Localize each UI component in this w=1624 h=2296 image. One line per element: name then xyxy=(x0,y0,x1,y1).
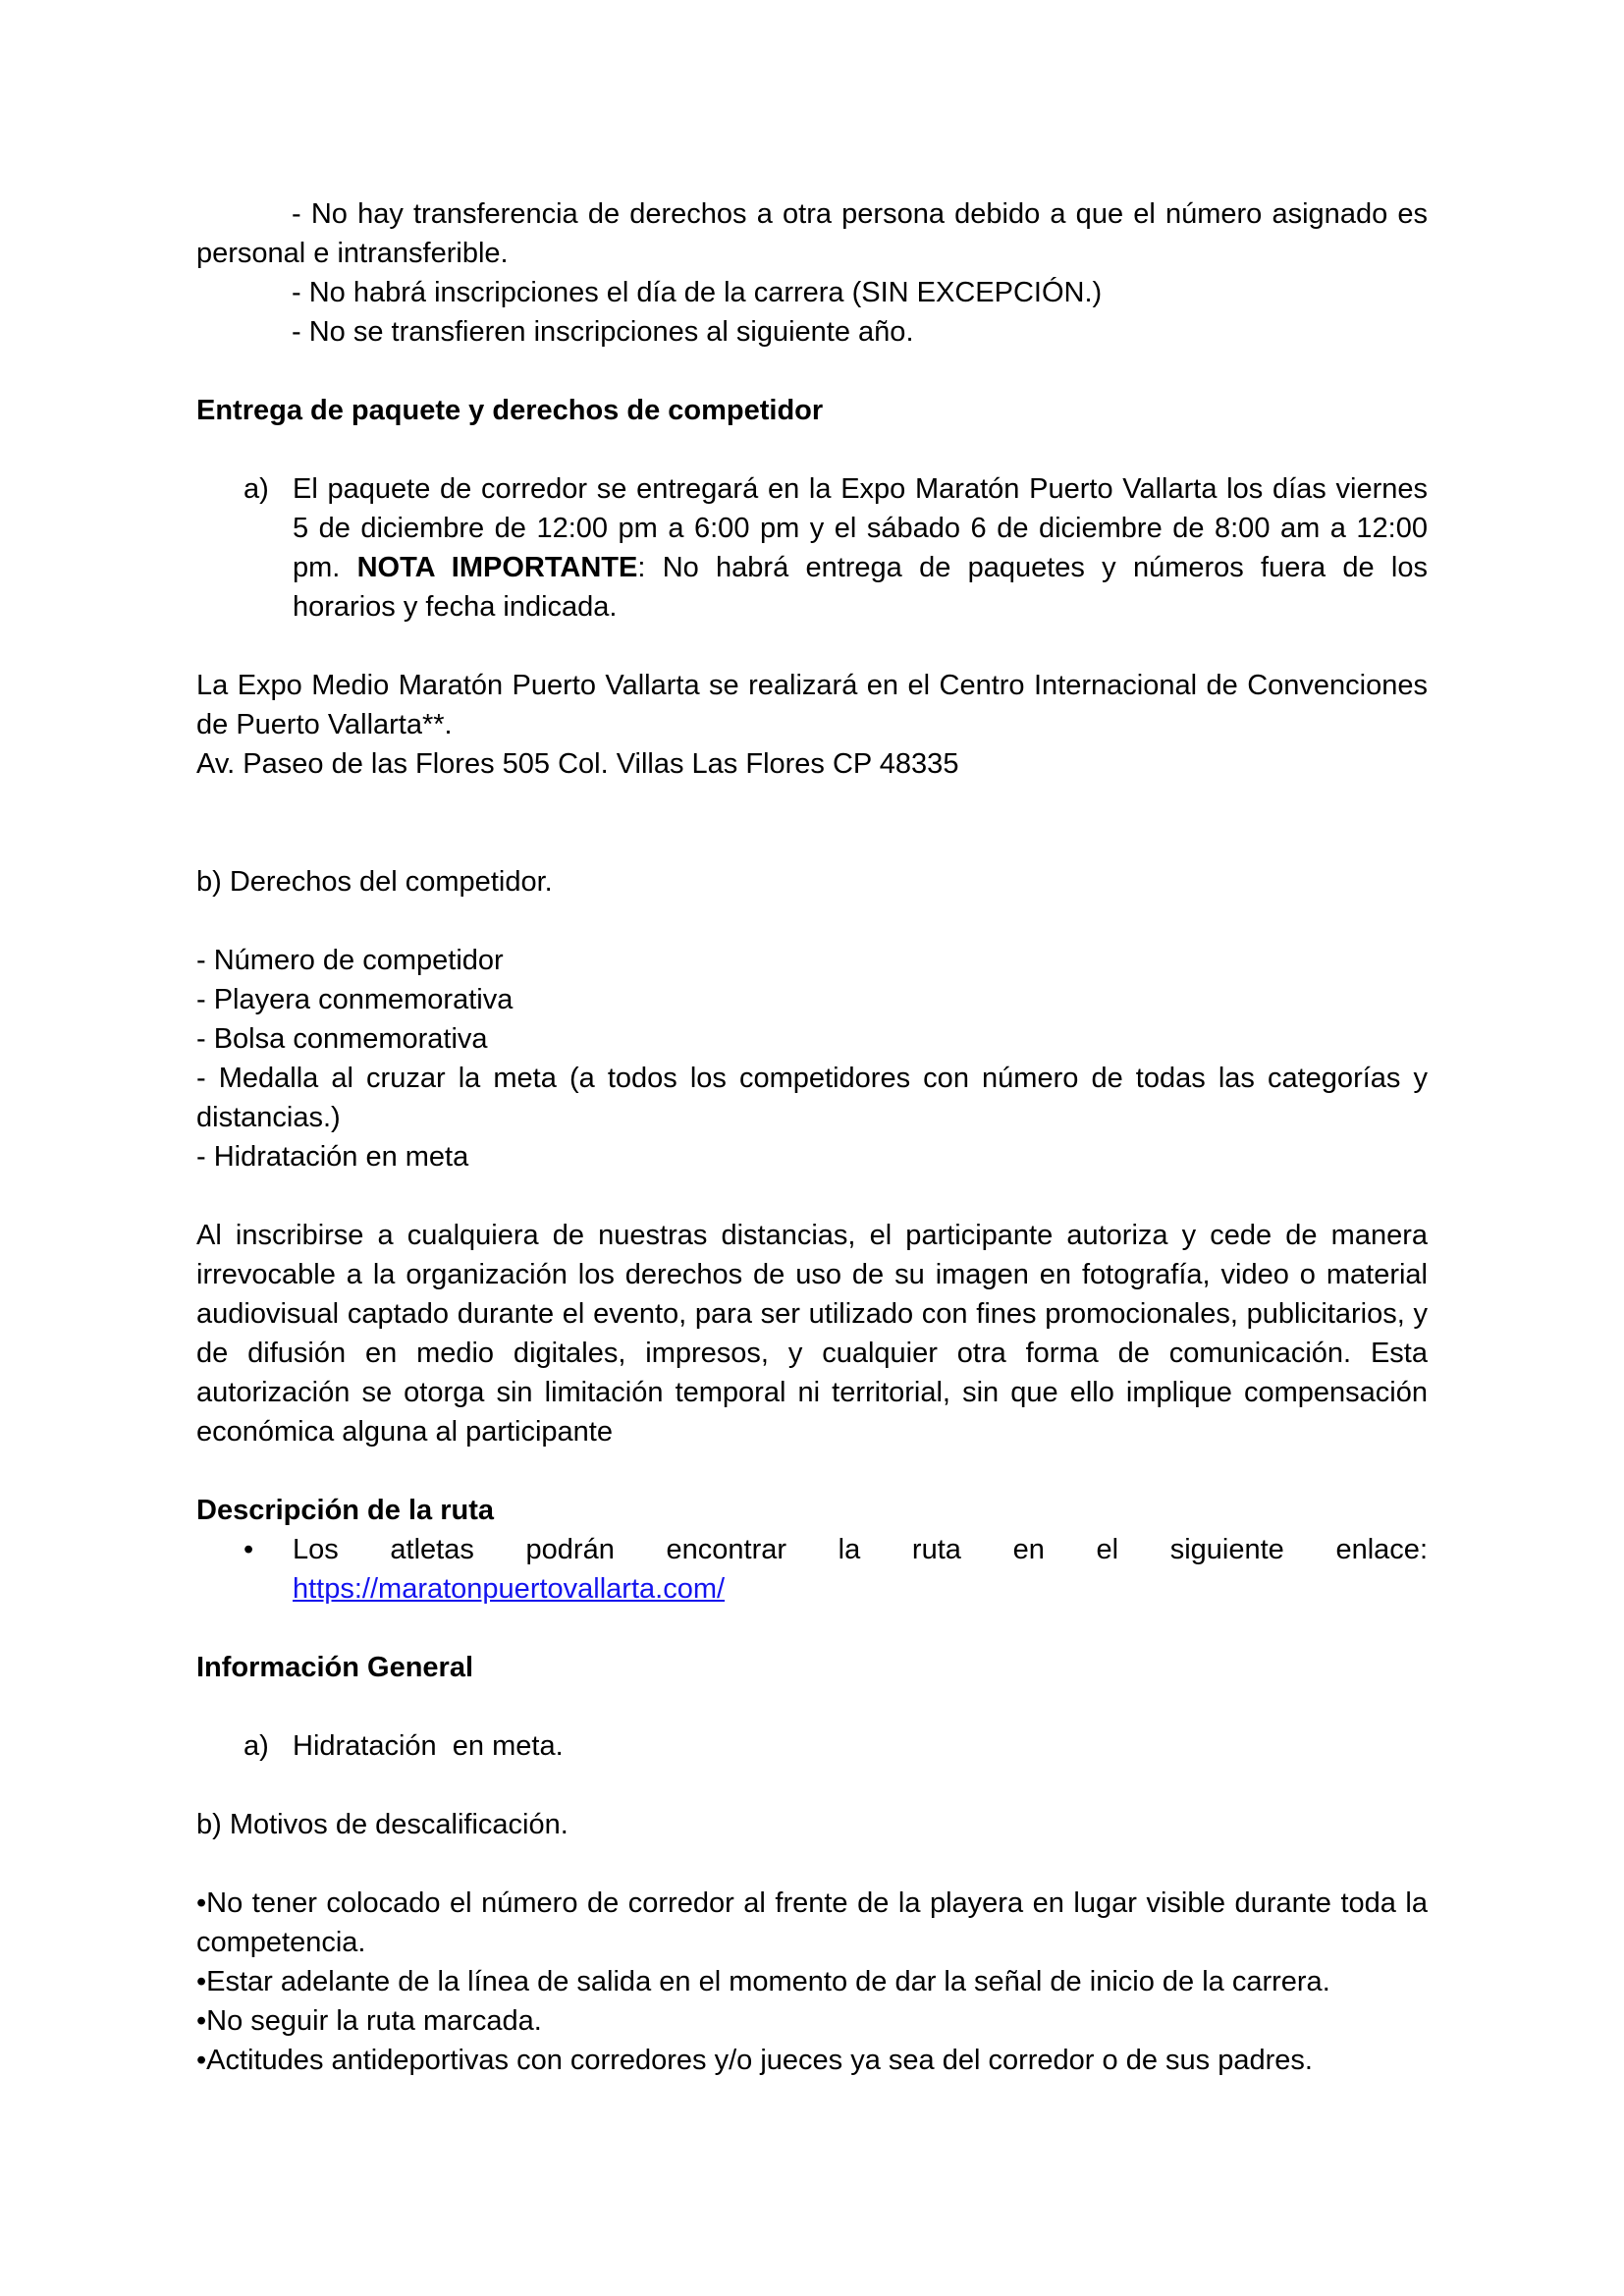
bullet-item-visible-number: •No tener colocado el número de corredor al frente de la playera en lugar visible durante toda la competencia. xyxy=(196,1887,1428,1958)
paragraph-no-transfer-next-year: - No se transfieren inscripciones al siguiente año. xyxy=(292,316,914,348)
section-heading-general-info: Información General xyxy=(196,1652,474,1683)
list-item-route-link xyxy=(196,1530,1428,1609)
list-item-package-pickup xyxy=(196,469,1428,627)
paragraph-competitor-rights-heading: b) Derechos del competidor. xyxy=(196,866,553,898)
bullet-item-start-line: •Estar adelante de la línea de salida en el momento de dar la señal de inicio de la carrera. xyxy=(196,1966,1330,1997)
list-item-competitor-number: - Número de competidor xyxy=(196,945,504,976)
important-note-bold: NOTA IMPORTANTE xyxy=(356,552,638,583)
bullet-icon: • xyxy=(244,1534,254,1565)
text-run: : No habrá entrega de paquetes y números fuera de los horarios y fecha indicada. xyxy=(293,552,1428,623)
list-item-commemorative-shirt: - Playera conmemorativa xyxy=(196,984,514,1015)
bullet-item-follow-route: •No seguir la ruta marcada. xyxy=(196,2005,542,2037)
list-item-hydration-finish: - Hidratación en meta xyxy=(196,1141,469,1173)
text-run: El paquete de corredor se entregará en la Expo Maratón Puerto Vallarta los días viernes 5 de diciembre de 12:00 pm a 6:00 pm y el sábado 6 de diciembre de 8:00 am a 12:00 pm. xyxy=(293,473,1428,583)
text-run: Hidratación en meta. xyxy=(293,1730,564,1762)
paragraph-expo-location: La Expo Medio Maratón Puerto Vallarta se realizará en el Centro Internacional de Convenciones de Puerto Vallarta**. xyxy=(196,670,1428,740)
paragraph-expo-address: Av. Paseo de las Flores 505 Col. Villas Las Flores CP 48335 xyxy=(196,748,959,780)
list-item-commemorative-bag: - Bolsa conmemorativa xyxy=(196,1023,488,1055)
paragraph-no-race-day-registration: - No habrá inscripciones el día de la carrera (SIN EXCEPCIÓN.) xyxy=(292,277,1103,308)
paragraph-image-rights: Al inscribirse a cualquiera de nuestras distancias, el participante autoriza y cede de manera irrevocable a la organización los derechos de uso de su imagen en fotografía, video o material audiovisual captado durante el evento, para ser utilizado con fines promocionales, publicitarios, y de difusión en medio digitales, impresos, y cualquier otra forma de comunicación. Esta autorización se otorga sin limitación temporal ni territorial, sin que ello implique compensación económica alguna al participante xyxy=(196,1220,1428,1448)
bullet-item-unsportsmanlike: •Actitudes antideportivas con corredores y/o jueces ya sea del corredor o de sus padres. xyxy=(196,2045,1313,2076)
text-run: Los atletas podrán encontrar la ruta en el siguiente enlace: xyxy=(293,1534,1428,1565)
list-item-finisher-medal: - Medalla al cruzar la meta (a todos los competidores con número de todas las categorías y distancias.) xyxy=(196,1063,1428,1133)
list-marker-a: a) xyxy=(244,473,269,505)
paragraph-disqualification-heading: b) Motivos de descalificación. xyxy=(196,1809,568,1840)
route-link[interactable]: https://maratonpuertovallarta.com/ xyxy=(293,1573,726,1605)
section-heading-route-description: Descripción de la ruta xyxy=(196,1495,494,1526)
section-heading-package-delivery: Entrega de paquete y derechos de competidor xyxy=(196,395,824,426)
list-marker-a: a) xyxy=(244,1730,269,1762)
paragraph-no-transfer-rights: - No hay transferencia de derechos a otra persona debido a que el número asignado es personal e intransferible. xyxy=(196,198,1428,269)
list-item-hydration-general xyxy=(196,1726,1428,1766)
